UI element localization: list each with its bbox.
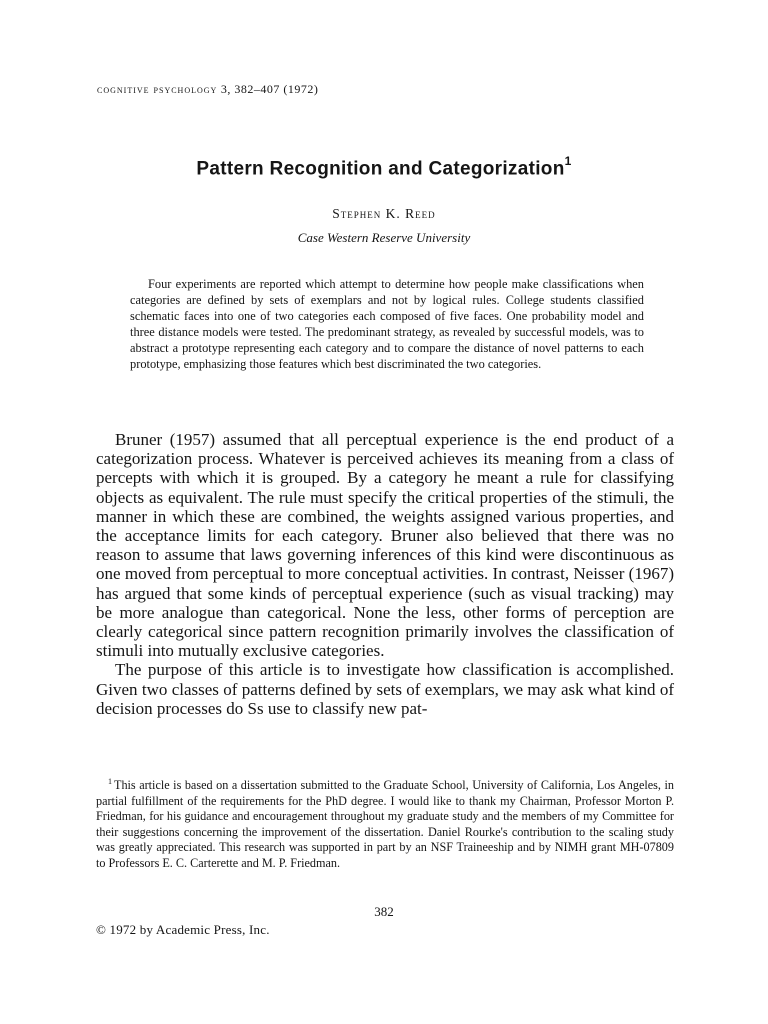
author-name: Stephen K. Reed (332, 206, 436, 221)
journal-header (97, 82, 318, 97)
journal-name: cognitive psychology (97, 82, 218, 96)
abstract-text: Four experiments are reported which attempt to determine how people make classifications when categories are defined by sets of exemplars and not by logical rules. College students classified schematic faces into one of two categories each composed of five faces. One probability model and three distance models were tested. The predominant strategy, as revealed by successful models, was to abstract a prototype representing each category and to compare the distance of novel patterns to each prototype, emphasizing those features which best discriminated the two categories. (130, 277, 644, 372)
page-number: 382 (374, 904, 394, 919)
article-title-text: Pattern Recognition and Categorization (196, 158, 565, 180)
journal-citation: 3, 382–407 (1972) (220, 82, 319, 96)
footnote-text: This article is based on a dissertation submitted to the Graduate School, University of California, Los Angeles, in partial fulfillment of the requirements for the PhD degree. I would like to thank my Chairman, Professor Morton P. Friedman, for his guidance and encouragement throughout my graduate study and the members of my Committee for their suggestions concerning the improvement of the dissertation. Daniel Rourke's contribution to the scaling study was greatly appreciated. This research was supported in part by an NSF Traineeship and by NIMH grant MH-07809 to Professors E. C. Carterette and M. P. Friedman. (96, 778, 674, 871)
abstract (130, 276, 644, 373)
author-affiliation: Case Western Reserve University (297, 230, 471, 245)
title-footnote-marker: 1 (564, 154, 572, 168)
body-paragraph-1: Bruner (1957) assumed that all perceptual experience is the end product of a categorization process. Whatever is perceived achieves its meaning from a class of percepts with which it is grouped. By a category he meant a rule for classifying objects as equivalent. The rule must specify the critical properties of the stimuli, the manner in which these are combined, the weights assigned various properties, and the acceptance limits for each category. Bruner also believed that there was no reason to assume that laws governing inferences of this kind were discontinuous as one moved from perceptual to more conceptual activities. In contrast, Neisser (1967) has argued that some kinds of perceptual experience (such as visual tracking) may be more analogue than categorical. None the less, other forms of perception are clearly categorical since pattern recognition primarily involves the classification of stimuli into mutually exclusive categories. (96, 430, 674, 661)
body-paragraph-2: The purpose of this article is to investigate how classification is accomplished. Given two classes of patterns defined by sets of exemplars, we may ask what kind of decision processes do Ss use to classify new pat- (96, 660, 674, 718)
body-text (96, 430, 674, 718)
footnote-marker: 1 (108, 777, 112, 786)
article-title (0, 156, 768, 180)
copyright-notice: © 1972 by Academic Press, Inc. (96, 922, 270, 937)
footnote (96, 774, 674, 872)
